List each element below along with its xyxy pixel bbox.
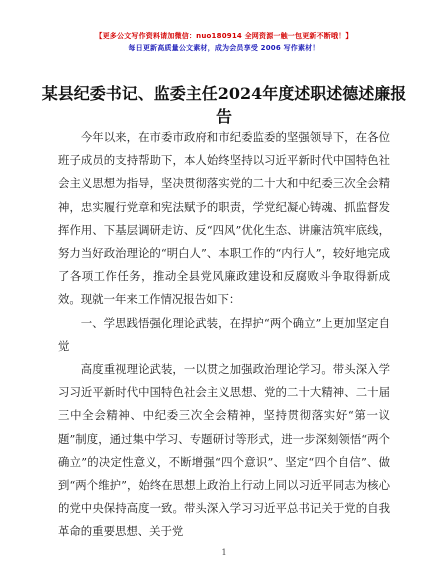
page-number: 1 [221, 548, 227, 557]
promo-banner-line-2: 每日更新高质量公文素材，成为会员享受 2006 写作素材！ [128, 44, 320, 52]
promo-banner-line-1: 【更多公文写作资料请加微信：nuo180914 全网资源一触一包更新不断哦！】 [95, 32, 353, 40]
section-heading-1: 一、学思践悟强化理论武装，在捍护“两个确立”上更加坚定自觉 [58, 315, 390, 353]
body-paragraph: 高度重视理论武装，一以贯之加强政治理论学习。带头深入学习习近平新时代中国特色社会主义思想、党的二十大精神、二十届三中全会精神、中纪委三次全会精神，坚持贯彻落实好“第一议题”制度，通过集中学习、专题研讨等形式，进一步深刻领悟“两个确立”的决定性意义，不断增强“四个意识”、坚定“四个自信”、做到“两个维护”，始终在思想上政治上行动上同以习近平同志为核心的党中央保持高度一致。带头深入学习习近平总书记关于党的自我革命的重要思想、关于党 [58, 362, 390, 539]
document-title: 某县纪委书记、监委主任2024年度述职述德述廉报告 [41, 84, 407, 126]
intro-paragraph: 今年以来，在市委市政府和市纪委监委的坚强领导下，在各位班子成员的支持帮助下，本人始终坚持以习近平新时代中国特色社会主义思想为指导，坚决贯彻落实党的二十大和中纪委三次全会精神，忠实履行党章和宪法赋予的职责，学党纪凝心铸魂、抓监督发挥作用、下基层调研走访、反“四风”优化生态、讲廉洁筑牢底线，努力当好政治理论的“明白人”、本职工作的“内行人”，较好地完成了各项工作任务，推动全县党风廉政建设和反腐败斗争取得新成效。现就一年来工作情况报告如下： [58, 130, 390, 307]
document-body [58, 126, 390, 544]
